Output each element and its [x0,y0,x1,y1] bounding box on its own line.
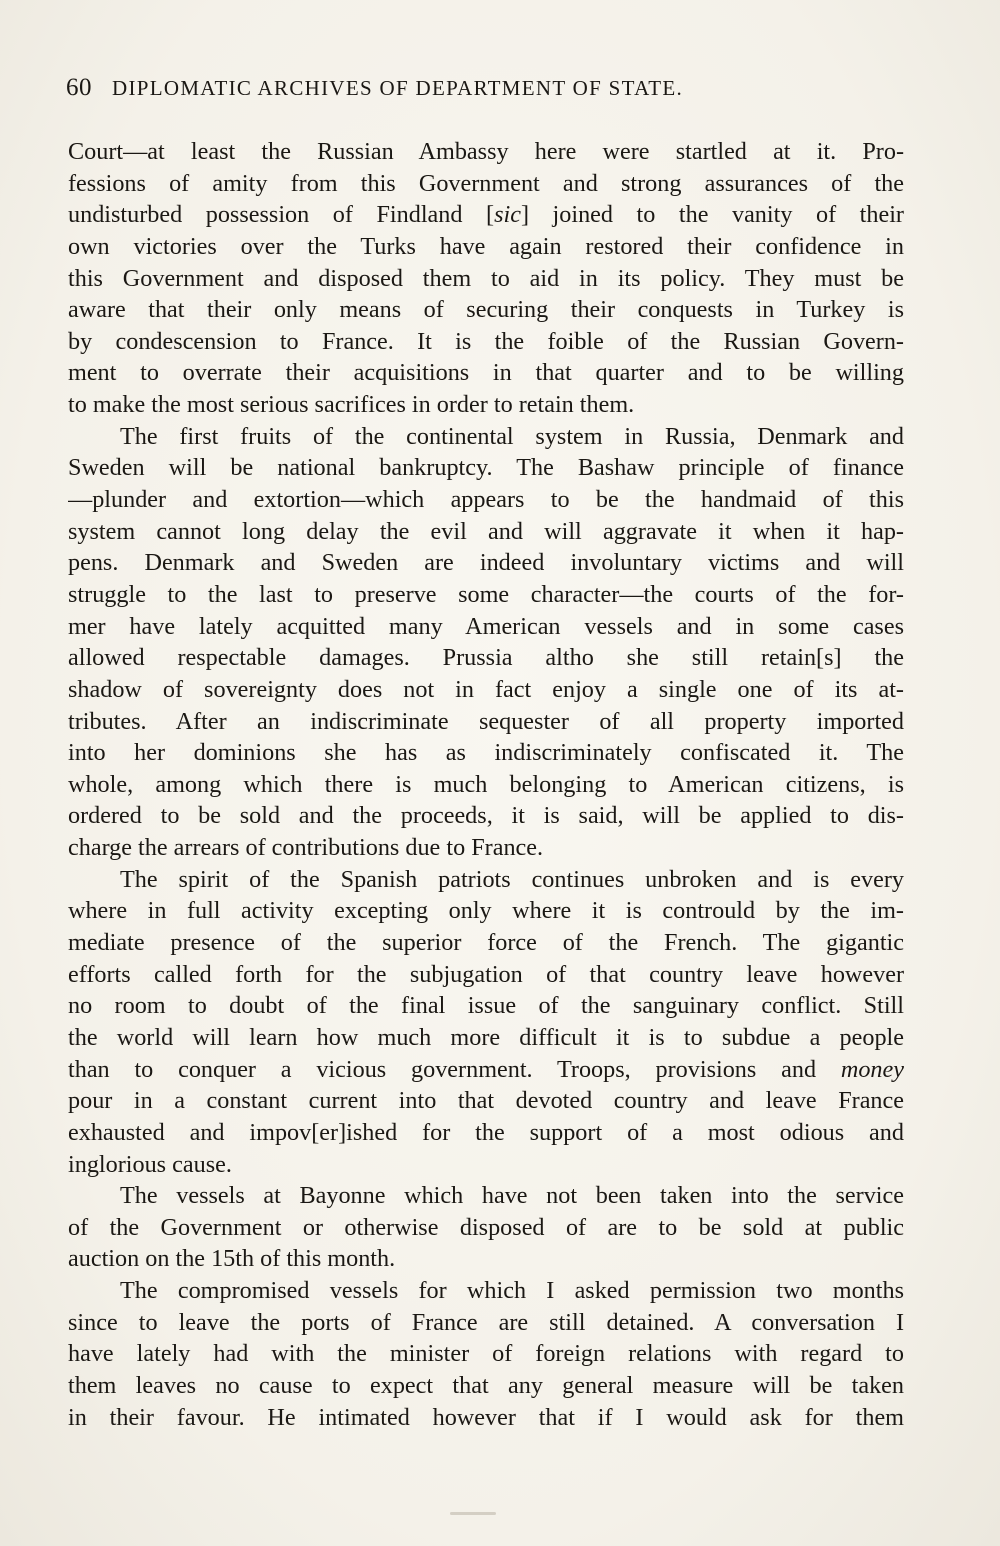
text-line: shadow of sovereignty does not in fact enjoy a single one of its at- [68,675,904,703]
text-line: —plunder and extortion—which appears to be the handmaid of this [68,486,904,514]
text-line: struggle to the last to preserve some character—the courts of the for- [68,580,904,608]
text-line: tributes. After an indiscriminate sequester of all property imported [68,707,904,735]
text-line: Court—at least the Russian Ambassy here were startled at it. Pro- [68,138,904,165]
text-line: Sweden will be national bankruptcy. The Bashaw principle of finance [68,454,904,482]
text-line: by condescension to France. It is the foible of the Russian Govern- [68,327,904,355]
text-line: The vessels at Bayonne which have not been taken into the service [120,1182,904,1210]
text-line: fessions of amity from this Government and strong assurances of the [68,169,904,197]
text-line: whole, among which there is much belonging to American citizens, is [68,770,904,798]
text-line: where in full activity excepting only where it is contrould by the im- [68,897,904,925]
text-line: efforts called forth for the subjugation of that country leave however [68,960,904,988]
text-line: into her dominions she has as indiscriminately confiscated it. The [68,739,904,767]
body-text [68,136,904,1433]
text-line: own victories over the Turks have again restored their confidence in [68,232,904,260]
paragraph [68,864,904,1180]
text-line: The spirit of the Spanish patriots continues unbroken and is every [120,865,904,893]
paragraph [68,421,904,864]
text-line: to make the most serious sacrifices in order to retain them. [68,391,635,419]
text-line: than to conquer a vicious government. Troops, provisions and money [68,1055,904,1083]
text-line: allowed respectable damages. Prussia altho she still retain[s] the [68,644,904,672]
running-title: DIPLOMATIC ARCHIVES OF DEPARTMENT OF STATE. [112,76,684,100]
text-line: no room to doubt of the final issue of the sanguinary conflict. Still [68,992,904,1020]
text-line: The compromised vessels for which I asked permission two months [120,1277,904,1305]
print-smudge [450,1512,496,1515]
paragraph [68,1275,904,1433]
text-line: aware that their only means of securing their conquests in Turkey is [68,296,904,324]
text-line: have lately had with the minister of foreign relations with regard to [68,1340,904,1368]
text-line: The first fruits of the continental system in Russia, Denmark and [120,422,904,450]
text-line: ordered to be sold and the proceeds, it is said, will be applied to dis- [68,802,904,830]
text-line: mediate presence of the superior force of the French. The gigantic [68,929,904,957]
text-line: pour in a constant current into that devoted country and leave France [68,1087,904,1115]
text-line: exhausted and impov[er]ished for the support of a most odious and [68,1118,904,1146]
paragraph [68,136,904,421]
text-line: inglorious cause. [68,1150,232,1178]
text-line: of the Government or otherwise disposed of are to be sold at public [68,1213,904,1241]
text-line: the world will learn how much more difficult it is to subdue a people [68,1023,904,1051]
text-line: in their favour. He intimated however that if I would ask for them [68,1403,904,1431]
text-line: this Government and disposed them to aid in its policy. They must be [68,264,904,292]
text-line: system cannot long delay the evil and will aggravate it when it hap- [68,517,904,545]
text-line: since to leave the ports of France are still detained. A conversation I [68,1308,904,1336]
page-number: 60 [66,74,92,101]
text-line: undisturbed possession of Findland [sic] joined to the vanity of their [68,201,904,229]
text-line: them leaves no cause to expect that any general measure will be taken [68,1371,904,1399]
running-head [66,74,836,108]
text-line: auction on the 15th of this month. [68,1245,396,1273]
text-line: ment to overrate their acquisitions in that quarter and to be willing [68,359,904,387]
text-line: charge the arrears of contributions due to France. [68,834,544,862]
paragraph [68,1180,904,1275]
text-line: mer have lately acquitted many American vessels and in some cases [68,612,904,640]
text-line: pens. Denmark and Sweden are indeed involuntary victims and will [68,549,904,577]
